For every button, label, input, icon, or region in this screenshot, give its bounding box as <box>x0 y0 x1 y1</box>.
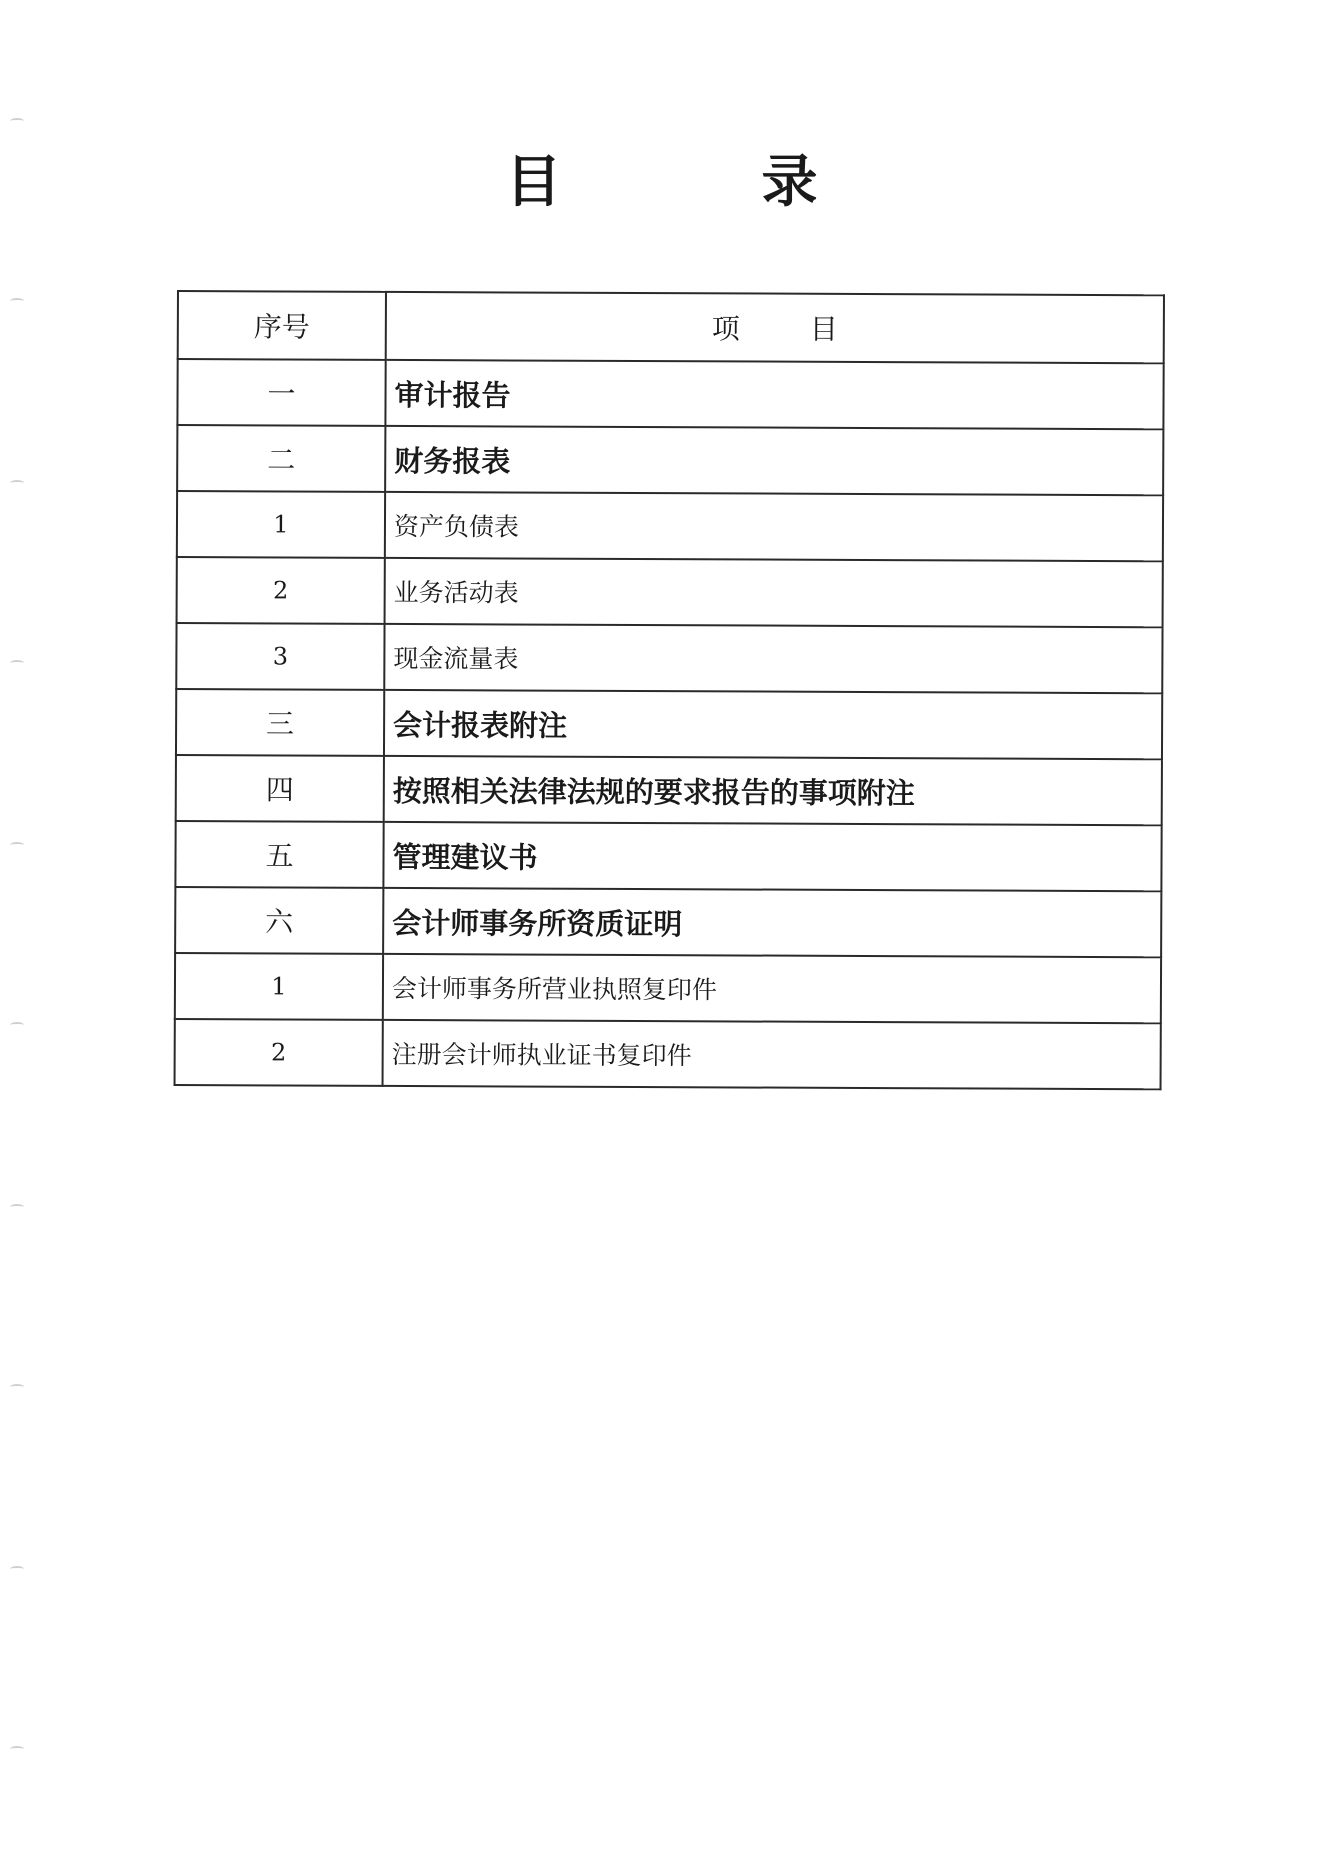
margin-mark <box>10 1022 24 1028</box>
row-label: 会计师事务所资质证明 <box>383 888 1161 957</box>
row-num: 3 <box>176 623 384 690</box>
row-num: 2 <box>175 1019 383 1086</box>
header-item-char-1: 项 <box>711 312 740 346</box>
row-num: 1 <box>177 491 385 558</box>
row-num: 一 <box>177 359 385 426</box>
row-num: 五 <box>175 821 383 888</box>
row-num: 1 <box>175 953 383 1020</box>
table-row <box>176 755 1162 825</box>
row-label: 业务活动表 <box>385 558 1163 627</box>
table-row <box>177 425 1163 495</box>
page-title <box>0 138 1323 218</box>
row-label: 财务报表 <box>385 426 1163 495</box>
margin-mark <box>10 298 24 304</box>
table-row <box>177 557 1163 627</box>
row-num: 四 <box>176 755 384 822</box>
row-num: 二 <box>177 425 385 492</box>
title-char-1: 目 <box>505 150 562 215</box>
row-label: 会计师事务所营业执照复印件 <box>383 954 1161 1023</box>
row-label: 现金流量表 <box>384 624 1162 693</box>
margin-mark <box>10 1746 24 1752</box>
table-row <box>175 1019 1161 1089</box>
title-char-2: 录 <box>761 150 818 215</box>
header-item-char-2: 目 <box>809 312 838 346</box>
header-item <box>386 292 1164 363</box>
margin-mark <box>10 842 24 848</box>
row-label: 管理建议书 <box>383 822 1161 891</box>
row-label: 审计报告 <box>385 360 1163 429</box>
row-label: 资产负债表 <box>385 492 1163 561</box>
table-row <box>177 491 1163 561</box>
toc-table <box>174 290 1165 1090</box>
row-label: 注册会计师执业证书复印件 <box>383 1020 1161 1089</box>
table-row <box>176 689 1162 759</box>
table-row <box>175 887 1161 957</box>
table-row <box>177 359 1163 429</box>
margin-mark <box>10 118 24 124</box>
table-row <box>175 953 1161 1023</box>
table-header-row <box>178 291 1164 363</box>
margin-mark <box>10 660 24 666</box>
margin-mark <box>10 480 24 486</box>
row-num: 2 <box>177 557 385 624</box>
margin-mark <box>10 1204 24 1210</box>
table-row <box>176 623 1162 693</box>
row-num: 六 <box>175 887 383 954</box>
margin-mark <box>10 1384 24 1390</box>
row-label: 按照相关法律法规的要求报告的事项附注 <box>384 756 1162 825</box>
margin-mark <box>10 1566 24 1572</box>
header-num: 序号 <box>178 291 386 360</box>
row-num: 三 <box>176 689 384 756</box>
table-row <box>175 821 1161 891</box>
row-label: 会计报表附注 <box>384 690 1162 759</box>
